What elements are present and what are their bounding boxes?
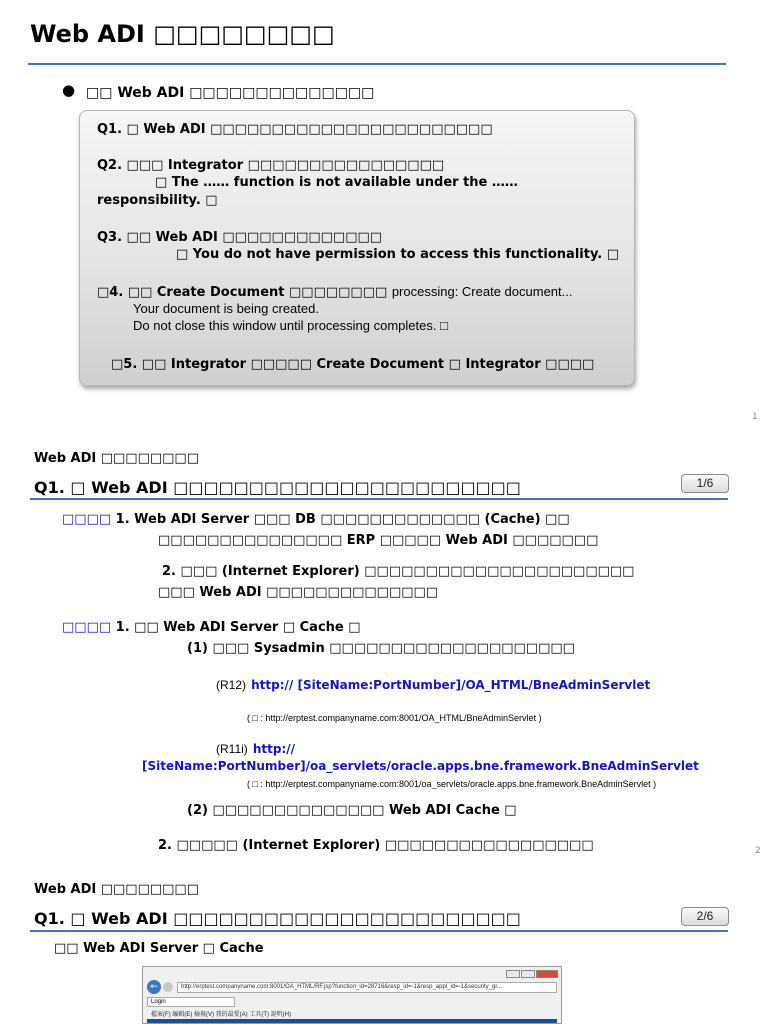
slide2-pager: 1/6 (681, 474, 729, 493)
slide2-page-number: 2 (755, 846, 761, 856)
browser-menu-bar: 檔案(F) 編輯(E) 檢視(V) 我的最愛(A) 工具(T) 說明(H) (151, 1012, 291, 1018)
browser-page-content (147, 1019, 557, 1024)
question-q1: Q1. □ Web ADI □□□□□□□□□□□□□□□□□□□□□□□ (97, 122, 493, 137)
cause1-text: 1. Web ADI Server □□□ DB □□□□□□□□□□□□□ (Cache) □□ (115, 512, 570, 527)
browser-screenshot (142, 966, 562, 1024)
slide3-header: Web ADI □□□□□□□□ (34, 882, 200, 897)
r11i-url-link-part2[interactable]: [SiteName:PortNumber]/oa_servlets/oracle.apps.bne.framework.BneAdminServlet (142, 759, 699, 773)
question-q2-line3: responsibility. □ (97, 193, 218, 208)
r11i-url-link-part1[interactable]: http:// (252, 742, 296, 756)
cause1-line1 (62, 512, 570, 527)
question-q4-line3: Do not close this window until processing completes. □ (133, 318, 448, 333)
slide2-title: Q1. □ Web ADI □□□□□□□□□□□□□□□□□□□□□□□ (34, 478, 521, 497)
cause2-line2: □□□ Web ADI □□□□□□□□□□□□□□ (158, 585, 439, 600)
close-icon (536, 970, 558, 978)
solution1-step2: (2) □□□□□□□□□□□□□□ Web ADI Cache □ (187, 803, 517, 818)
question-q3-line1: Q3. □□ Web ADI □□□□□□□□□□□□□ (97, 230, 383, 245)
r12-example: ( □ : http://erptest.companyname.com:8001/OA_HTML/BneAdminServlet ) (247, 713, 542, 723)
bullet-icon: ● (62, 81, 76, 99)
r12-url-link[interactable]: http:// [SiteName:PortNumber]/OA_HTML/BneAdminServlet (251, 678, 651, 692)
slide1-bullet-text: □□ Web ADI □□□□□□□□□□□□□□ (86, 85, 375, 101)
question-q2-line1: Q2. □□□ Integrator □□□□□□□□□□□□□□□□ (97, 158, 445, 173)
minimize-icon (506, 970, 520, 978)
slide3-pager: 2/6 (681, 907, 729, 926)
slide2-header: Web ADI □□□□□□□□ (34, 451, 200, 466)
slide3-subtitle: □□ Web ADI Server □ Cache (54, 941, 264, 956)
r12-label: (R12) (216, 678, 247, 692)
maximize-icon (521, 970, 535, 978)
slide2-title-rule (30, 498, 728, 500)
solution2: 2. □□□□□ (Internet Explorer) □□□□□□□□□□□□□□□□□ (158, 838, 594, 853)
back-arrow-icon: ← (147, 980, 161, 994)
slide3-title-rule (30, 930, 728, 932)
question-q3-line2: □ You do not have permission to access this functionality. □ (176, 247, 619, 262)
slide1-title: Web ADI □□□□□□□□ (30, 20, 335, 48)
solution1-text: 1. □□ Web ADI Server □ Cache □ (115, 620, 361, 635)
question-q2-line2: □ The …… function is not available under the …… (155, 175, 518, 190)
question-q5: □5. □□ Integrator □□□□□ Create Document □ Integrator □□□□ (111, 357, 595, 372)
window-controls (506, 970, 558, 978)
browser-tab: Login (147, 997, 235, 1007)
question-q4-prefix: □4. □□ Create Document □□□□□□□□ (97, 285, 388, 300)
solution-label: □□□□ (62, 620, 112, 635)
cause2-line1: 2. □□□ (Internet Explorer) □□□□□□□□□□□□□□□□□□□□□□ (162, 564, 635, 579)
question-q4-line2: Your document is being created. (133, 301, 319, 316)
question-q4-processing: processing: Create document... (391, 284, 573, 299)
r12-line (216, 674, 650, 693)
solution1-step1: (1) □□□ Sysadmin □□□□□□□□□□□□□□□□□□□□ (187, 641, 575, 656)
forward-arrow-icon (163, 982, 173, 992)
slide1-page-number: 1 (752, 412, 758, 422)
slide1-title-rule (28, 63, 726, 65)
r11i-example: ( □ : http://erptest.companyname.com:8001/oa_servlets/oracle.apps.bne.framework.BneAdminServlet ) (247, 779, 657, 789)
cause1-line2: □□□□□□□□□□□□□□□ ERP □□□□□ Web ADI □□□□□□□ (158, 533, 599, 548)
r11i-line (216, 738, 295, 757)
browser-address-row (147, 981, 557, 993)
slide3-title: Q1. □ Web ADI □□□□□□□□□□□□□□□□□□□□□□□ (34, 909, 521, 928)
cause-label: □□□□ (62, 512, 112, 527)
solution1 (62, 620, 361, 635)
question-q4-line1 (97, 284, 572, 300)
browser-url-bar: http://erptest.companyname.com:8001/OA_HTML/RF.jsp?function_id=28716&resp_id=-1&resp_appl_id=-1&security_gr... (177, 982, 557, 993)
r11i-label: (R11i) (216, 742, 248, 756)
